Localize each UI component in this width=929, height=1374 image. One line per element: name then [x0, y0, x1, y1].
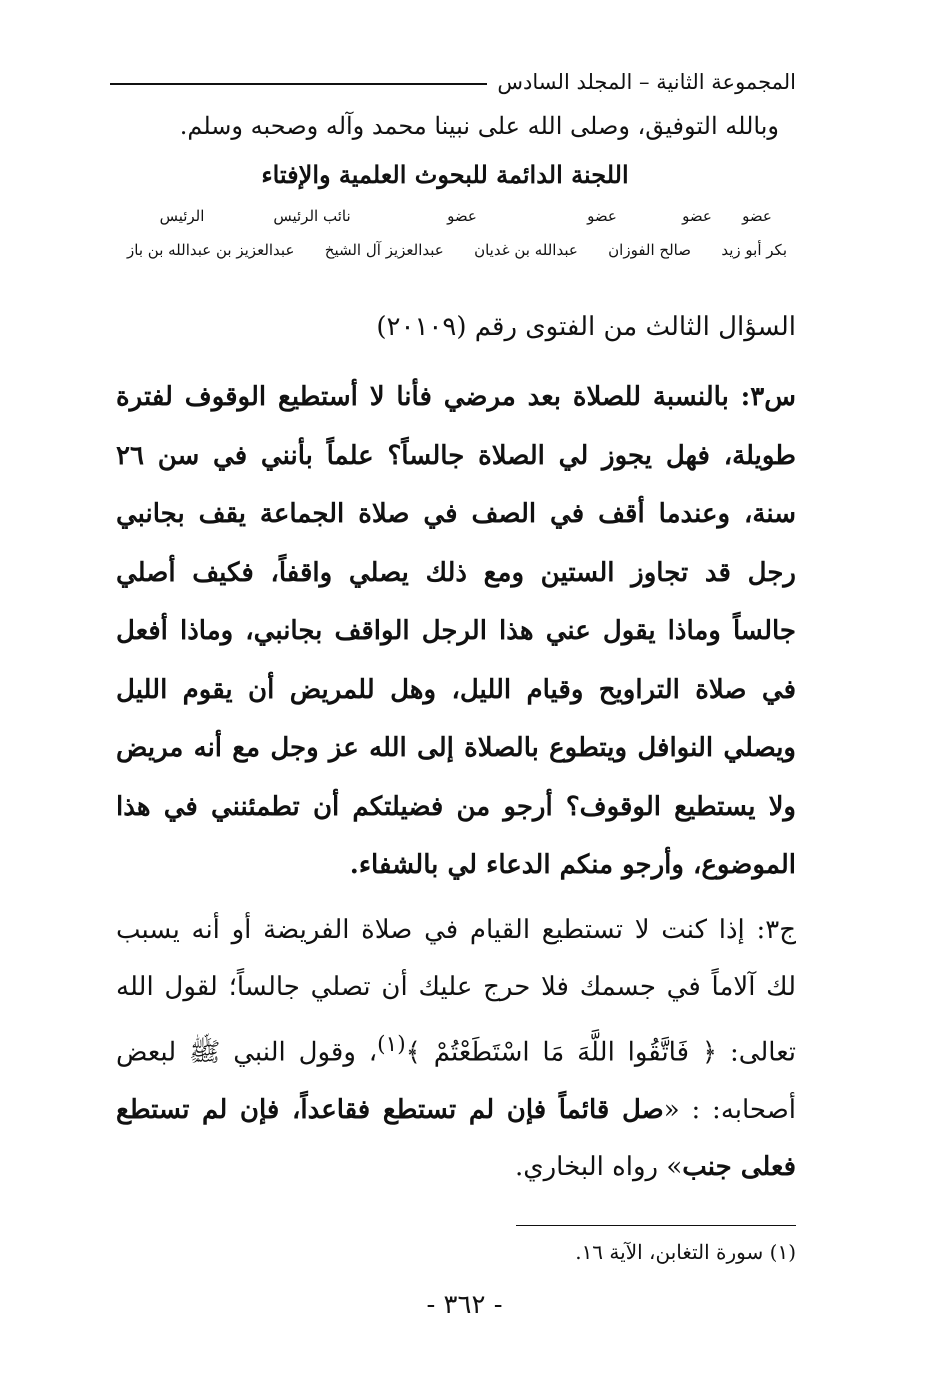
signatory-role: عضو: [587, 207, 617, 225]
answer-part-1: ج٣: إذا كنت لا تستطيع القيام في صلاة الفريضة أو أنه يسبب لك آلاماً في جسمك فلا حرج عليك أن تصلي جالساً؛ لقول الله تعالى:: [116, 915, 796, 1068]
signatory-name: عبدالعزيز آل الشيخ: [324, 241, 444, 259]
signatory-role: عضو: [682, 207, 712, 225]
header-rule: [110, 83, 487, 85]
footnote-rule: [516, 1225, 796, 1226]
signatory-names: [127, 241, 787, 259]
closing-line: وبالله التوفيق، وصلى الله على نبينا محمد وآله وصحبه وسلم.: [179, 112, 779, 140]
signatory-role: نائب الرئيس: [273, 207, 351, 225]
signatory-role: الرئيس: [159, 207, 205, 225]
signatory-name: عبدالعزيز بن عبدالله بن باز: [127, 241, 295, 259]
hadith-quote: صل قائماً فإن لم تستطع فقاعداً، فإن لم تستطع فعلى جنب: [116, 1094, 796, 1182]
signatory-role: عضو: [447, 207, 477, 225]
signatory-name: بكر أبو زيد: [721, 241, 787, 259]
answer-part-3: » رواه البخاري.: [514, 1151, 683, 1182]
answer-part-2: ، وقول النبي ﷺ لبعض أصحابه: : «: [116, 1037, 796, 1125]
footnote: (١) سورة التغابن، الآية ١٦.: [575, 1240, 796, 1264]
question-text: س٣: بالنسبة للصلاة بعد مرضي فأنا لا أستطيع الوقوف لفترة طويلة، فهل يجوز لي الصلاة جالساً؟ علماً بأنني في سن ٢٦ سنة، وعندما أقف في الصف في صلاة الجماعة يقف بجانبي رجل قد تجاوز الستين ومع ذلك يصلي واقفاً، فكيف أصلي جالساً وماذا يقول عني هذا الرجل الواقف بجانبي، وماذا أفعل في صلاة التراويح وقيام الليل، وهل للمريض أن يقوم الليل ويصلي النوافل ويتطوع بالصلاة إلى الله عز وجل مع أنه مريض ولا يستطيع الوقوف؟ أرجو من فضيلتكم أن تطمئنني في هذا الموضوع، وأرجو منكم الدعاء لي بالشفاء.: [116, 382, 796, 880]
running-title: المجموعة الثانية – المجلد السادس: [497, 70, 796, 94]
footnote-marker: (١): [377, 1032, 406, 1057]
quran-verse: ﴿ فَاتَّقُوا اللَّهَ مَا اسْتَطَعْتُمْ ﴾: [405, 1037, 718, 1068]
question-heading: السؤال الثالث من الفتوى رقم (٢٠١٠٩): [376, 312, 796, 342]
page-number: - ٣٦٢ -: [426, 1290, 503, 1320]
signatory-name: صالح الفوزان: [608, 241, 691, 259]
signatory-roles: [127, 207, 787, 225]
signatory-role: عضو: [742, 207, 772, 225]
signatory-name: عبدالله بن غديان: [474, 241, 578, 259]
running-header: [110, 62, 796, 102]
committee-title: اللجنة الدائمة للبحوث العلمية والإفتاء: [261, 160, 629, 189]
answer-text: [116, 902, 796, 1196]
signatories: [127, 207, 787, 259]
